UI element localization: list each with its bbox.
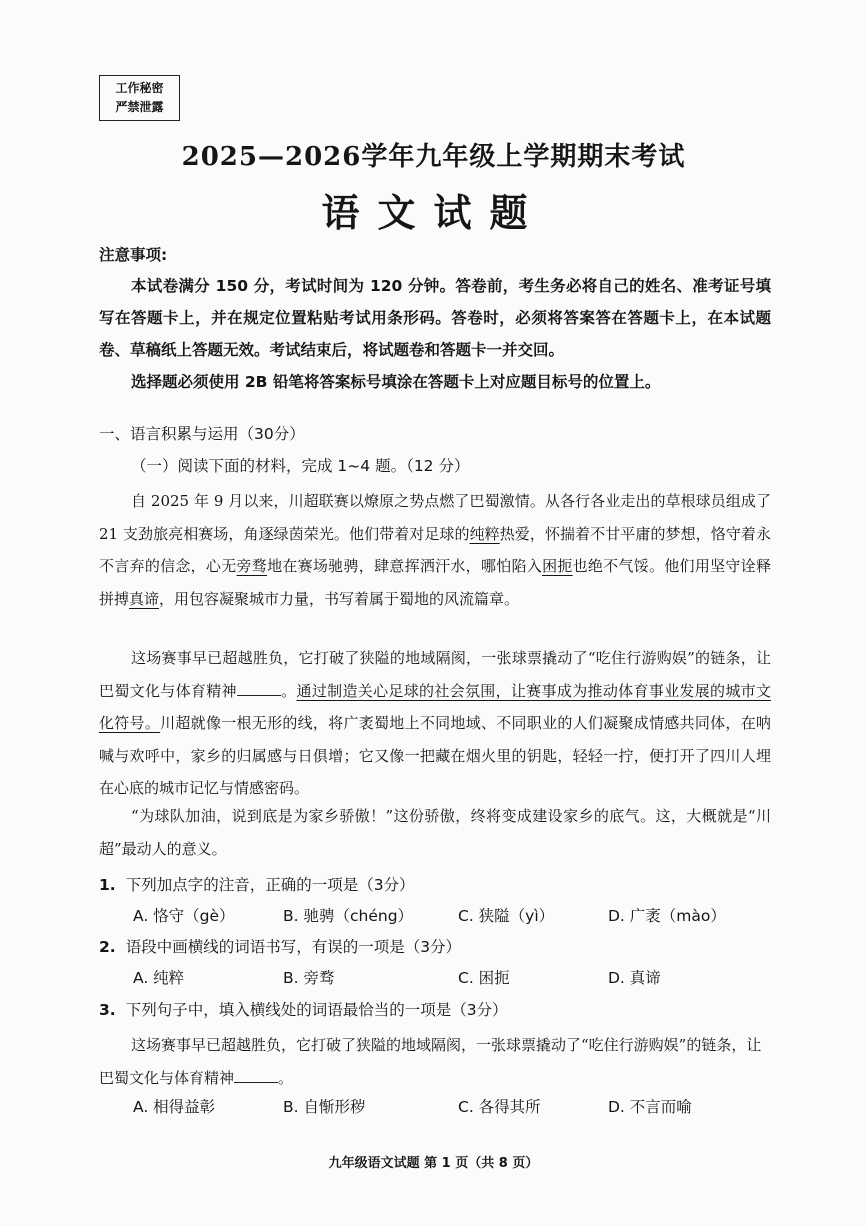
- option-a: A. 相得益彰: [133, 1098, 216, 1116]
- question-number: 3.: [99, 1001, 116, 1019]
- passage-text: 热爱，怀揣着不甘平庸的梦想，: [499, 524, 711, 543]
- notice-paragraph-2: 选择题必须使用 2B 铅笔将答案标号填涂在答题卡上对应题目标号的位置上。: [131, 373, 661, 391]
- option-c: C. 困扼: [458, 969, 510, 987]
- question-1: [99, 873, 415, 895]
- stamp-line-1: 工作秘密: [115, 81, 164, 95]
- underlined-word: 旁骛: [236, 557, 268, 575]
- option-c: C. 各得其所: [458, 1098, 541, 1116]
- option-a: A. 纯粹: [133, 969, 185, 987]
- subject-title: 语文试题: [321, 190, 546, 235]
- dotted-char: 隘: [374, 649, 390, 667]
- question-stem: 语段中画横线的词语书写，有误的一项是（3分）: [125, 938, 462, 956]
- question-number: 1.: [99, 876, 116, 894]
- question-number: 2.: [99, 938, 116, 956]
- passage-text: 。: [280, 681, 297, 700]
- passage-paragraph-2: [99, 642, 771, 805]
- option-b: B. 旁骛: [283, 969, 335, 987]
- question-3-sentence: [99, 1029, 771, 1094]
- stamp-line-2: 严禁泄露: [115, 100, 164, 114]
- underlined-sentence: 通过制造关心足球的社会氛围，让赛事成为推动体育事业发展的城市文化符号。: [99, 681, 771, 732]
- notice-heading: 注意事项:: [99, 246, 168, 264]
- subsection-heading: （一）阅读下面的材料，完成 1~4 题。（12 分）: [131, 457, 470, 475]
- passage-text: 地在赛场驰: [267, 557, 344, 575]
- answer-blank: [234, 1068, 278, 1083]
- passage-text: 也绝不气馁。他们用坚守诠释拼搏: [99, 557, 771, 608]
- section-heading: 一、语言积累与运用（30分）: [99, 425, 305, 443]
- option-b: B. 自惭形秽: [283, 1098, 366, 1116]
- passage-text: 这场赛事早已超越胜负，它打破了狭: [131, 649, 375, 667]
- dotted-char: 骋: [343, 557, 359, 575]
- passage-text: 的地域隔阂，一张球票撬动了“吃住行游购娱”的链条，让巴蜀文化与体育精神: [99, 649, 771, 700]
- exam-title: 2025—2026学年九年级上学期期末考试: [181, 142, 686, 172]
- question-2: [99, 935, 461, 957]
- notice-paragraph-1: 本试卷满分 150 分，考试时间为 120 分钟。答卷前，考生务必将自己的姓名、准考证号填写在答题卡上，并在规定位置粘贴考试用条形码。答卷时，必须将答案答在答题卡上，在本试题卷、草稿纸上答题无效。考试结束后，将试题卷和答题卡一并交回。: [99, 277, 771, 359]
- sentence-text: 这场赛事早已超越胜负，它打破了狭隘的地域隔阂，一张球票撬动了“吃住行游购娱”的链条，让巴蜀文化与体育精神: [99, 1036, 762, 1087]
- underlined-word: 困扼: [542, 557, 573, 575]
- passage-text: 自 2025 年 9 月以来，川超联赛以燎原之势点燃了巴蜀激情。从各行各业走出的草根球员组成了 21 支劲旅亮相赛场，角逐绿茵荣光。他们带着对足球的: [99, 492, 771, 543]
- option-d: D. 真谛: [608, 969, 661, 987]
- question-3: [99, 998, 508, 1020]
- passage-paragraph-3: “为球队加油，说到底是为家乡骄傲！”这份骄傲，终将变成建设家乡的底气。这，大概就是“川超”最动人的意义。: [99, 807, 771, 858]
- underlined-word: 真谛: [129, 589, 160, 608]
- underlined-word: 纯粹: [469, 524, 500, 543]
- passage-text: 蜀地上不同地域、不同职业的人们凝聚成情感共同体，在呐喊与欢呼中，家乡的归属感与日俱增；它又像一把藏在烟火里的钥匙，轻轻一拧，便打开了四川人埋在心底的城市记忆与情感密码。: [99, 714, 771, 797]
- answer-blank: [237, 681, 281, 696]
- passage-paragraph-1: [99, 485, 771, 615]
- option-c: C. 狭隘（yì）: [458, 907, 555, 925]
- sentence-text: 。: [278, 1068, 294, 1087]
- passage-text: 守着永不言弃的信念，心无: [99, 524, 771, 575]
- dotted-char: 恪: [710, 524, 726, 543]
- confidential-stamp: [99, 75, 180, 121]
- page-footer: 九年级语文试题 第 1 页（共 8 页）: [328, 1156, 539, 1171]
- option-a: A. 恪守（gè）: [133, 907, 235, 925]
- passage-text: ，用包容凝聚城市力量，书写着属于蜀地的风流篇章。: [159, 589, 520, 608]
- option-d: D. 广袤（mào）: [608, 907, 726, 925]
- passage-text: 川超就像一根无形的线，将广: [160, 714, 359, 732]
- question-stem: 下列句子中，填入横线处的词语最恰当的一项是（3分）: [125, 1001, 508, 1019]
- option-b: B. 驰骋（chéng）: [283, 907, 414, 925]
- option-d: D. 不言而喻: [608, 1098, 692, 1116]
- passage-text: ，肆意挥洒汗水，哪怕陷入: [358, 557, 543, 575]
- dotted-char: 袤: [358, 714, 375, 732]
- question-stem: 下列加点字的注音，正确的一项是（3分）: [125, 876, 415, 894]
